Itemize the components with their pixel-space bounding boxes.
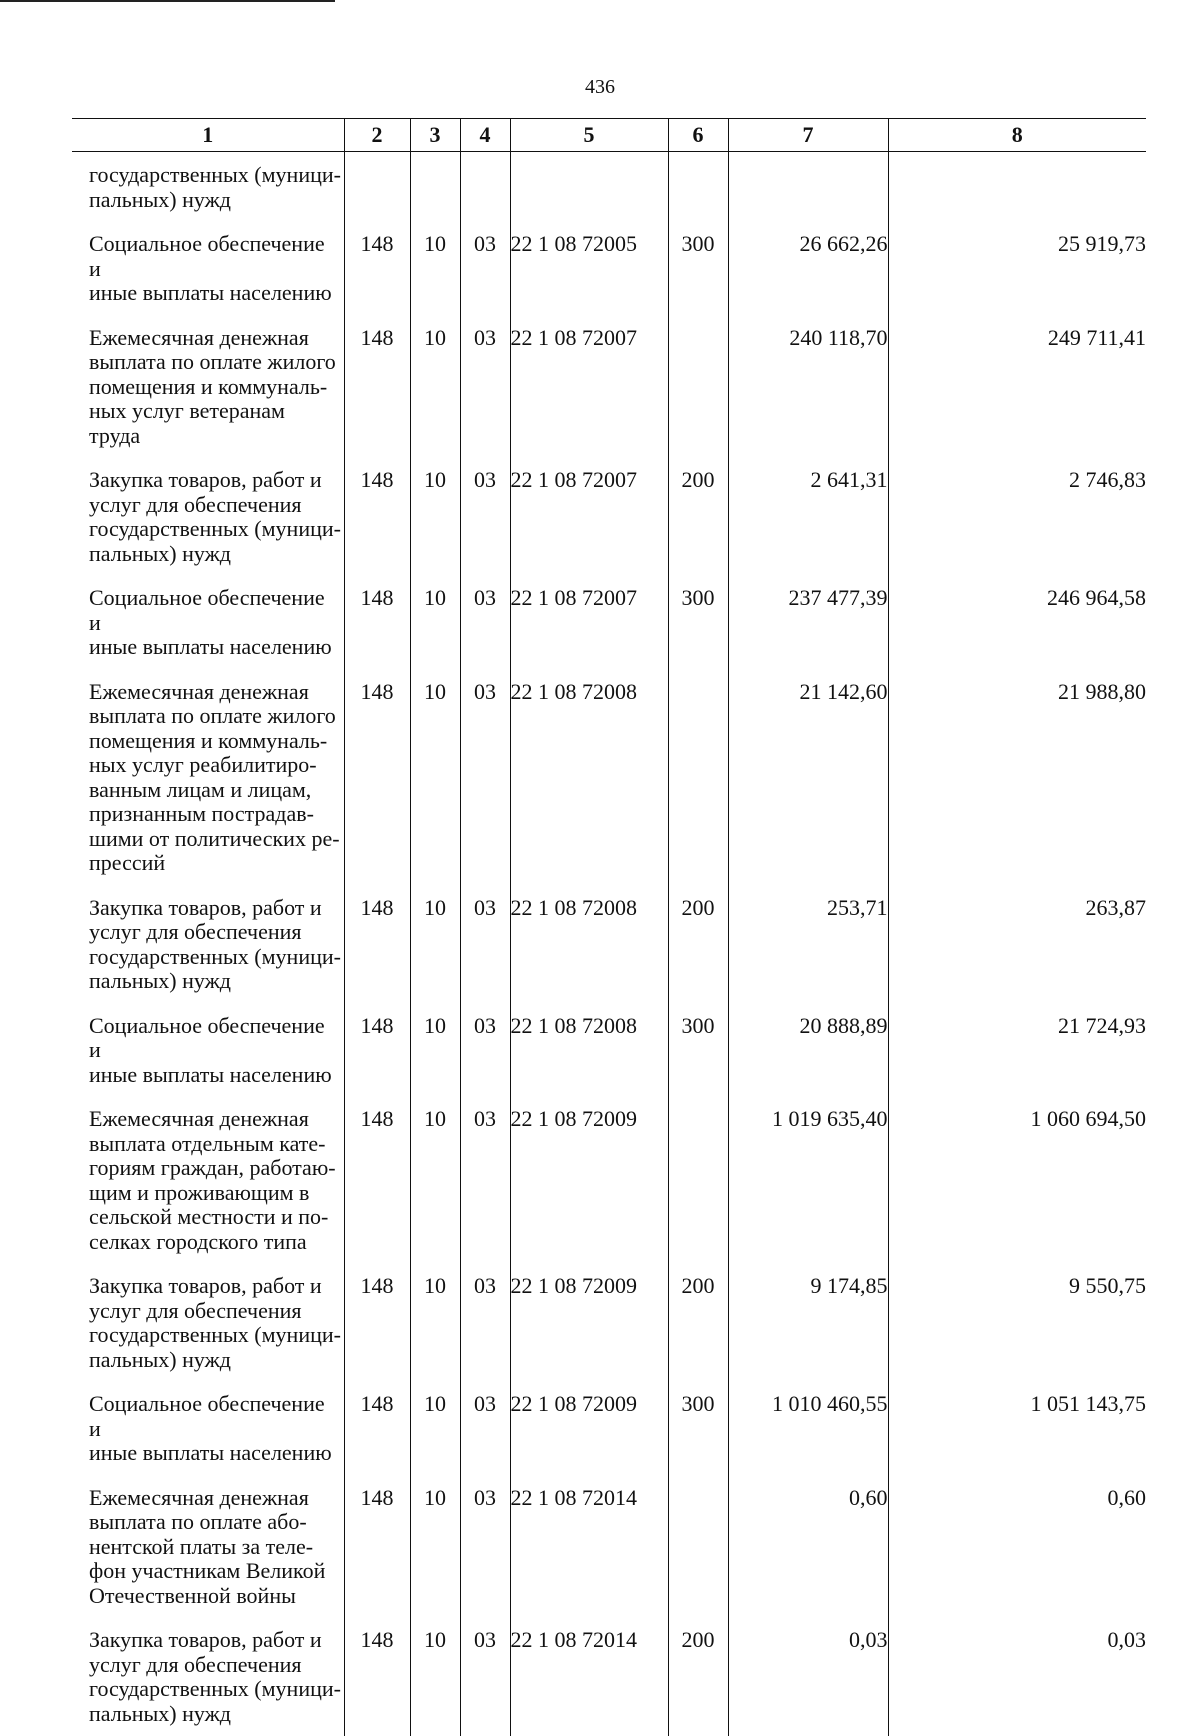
column-header: 3: [410, 119, 460, 152]
subsection-code: 03: [460, 1486, 510, 1629]
expense-type-code: [668, 680, 728, 896]
admin-code: 148: [344, 468, 410, 586]
table-row: [72, 586, 1146, 680]
column-header: 6: [668, 119, 728, 152]
table-row: [72, 1486, 1146, 1629]
subsection-code: 03: [460, 468, 510, 586]
table-row: [72, 896, 1146, 1014]
amount-year-2: 1 060 694,50: [888, 1107, 1146, 1274]
expense-type-code: 300: [668, 232, 728, 326]
section-code: 10: [410, 1014, 460, 1108]
subsection-code: 03: [460, 1628, 510, 1736]
amount-year-2: 21 724,93: [888, 1014, 1146, 1108]
expense-type-code: 200: [668, 896, 728, 1014]
section-code: 10: [410, 1392, 460, 1486]
table-row: [72, 1014, 1146, 1108]
amount-year-1: 9 174,85: [728, 1274, 888, 1392]
section-code: 10: [410, 1107, 460, 1274]
subsection-code: 03: [460, 326, 510, 469]
amount-year-2: [888, 152, 1146, 233]
row-description: Закупка товаров, работ и услуг для обеспечения государственных (муници- пальных) нужд: [72, 1628, 344, 1736]
admin-code: 148: [344, 1274, 410, 1392]
table-row: [72, 232, 1146, 326]
admin-code: 148: [344, 680, 410, 896]
admin-code: 148: [344, 1107, 410, 1274]
target-article-code: 22 1 08 72009: [510, 1392, 668, 1486]
amount-year-1: 21 142,60: [728, 680, 888, 896]
column-header: 4: [460, 119, 510, 152]
target-article-code: 22 1 08 72014: [510, 1486, 668, 1629]
subsection-code: [460, 152, 510, 233]
amount-year-1: [728, 152, 888, 233]
target-article-code: 22 1 08 72008: [510, 680, 668, 896]
expense-type-code: [668, 1107, 728, 1274]
section-code: [410, 152, 460, 233]
subsection-code: 03: [460, 1274, 510, 1392]
table-row: [72, 1274, 1146, 1392]
row-description: Ежемесячная денежная выплата по оплате жилого помещения и коммуналь- ных услуг реабилитиро- ванным лицам и лицам, признанным пострадав- шими от политических ре- прессий: [72, 680, 344, 896]
admin-code: 148: [344, 1392, 410, 1486]
section-code: 10: [410, 586, 460, 680]
amount-year-2: 21 988,80: [888, 680, 1146, 896]
amount-year-1: 20 888,89: [728, 1014, 888, 1108]
subsection-code: 03: [460, 896, 510, 1014]
page-number: 436: [585, 76, 615, 98]
subsection-code: 03: [460, 1014, 510, 1108]
row-description: Закупка товаров, работ и услуг для обеспечения государственных (муници- пальных) нужд: [72, 1274, 344, 1392]
admin-code: 148: [344, 326, 410, 469]
column-header: 8: [888, 119, 1146, 152]
row-description: Социальное обеспечение и иные выплаты населению: [72, 586, 344, 680]
admin-code: 148: [344, 1486, 410, 1629]
admin-code: 148: [344, 232, 410, 326]
row-description: Социальное обеспечение и иные выплаты населению: [72, 232, 344, 326]
table-row: [72, 680, 1146, 896]
table-row: [72, 1392, 1146, 1486]
row-description: Ежемесячная денежная выплата по оплате або- нентской платы за теле- фон участникам Великой Отечественной войны: [72, 1486, 344, 1629]
amount-year-2: 249 711,41: [888, 326, 1146, 469]
section-code: 10: [410, 1628, 460, 1736]
target-article-code: 22 1 08 72009: [510, 1274, 668, 1392]
target-article-code: 22 1 08 72014: [510, 1628, 668, 1736]
amount-year-2: 25 919,73: [888, 232, 1146, 326]
expense-type-code: [668, 326, 728, 469]
expense-type-code: 300: [668, 1392, 728, 1486]
scan-edge-line: [0, 0, 335, 2]
section-code: 10: [410, 232, 460, 326]
column-header: 7: [728, 119, 888, 152]
amount-year-1: 1 010 460,55: [728, 1392, 888, 1486]
subsection-code: 03: [460, 586, 510, 680]
column-header: 2: [344, 119, 410, 152]
admin-code: 148: [344, 586, 410, 680]
section-code: 10: [410, 1486, 460, 1629]
admin-code: 148: [344, 1014, 410, 1108]
section-code: 10: [410, 680, 460, 896]
amount-year-2: 246 964,58: [888, 586, 1146, 680]
row-description: Ежемесячная денежная выплата по оплате жилого помещения и коммуналь- ных услуг ветеранам труда: [72, 326, 344, 469]
subsection-code: 03: [460, 1107, 510, 1274]
column-header: 1: [72, 119, 344, 152]
section-code: 10: [410, 326, 460, 469]
amount-year-1: 2 641,31: [728, 468, 888, 586]
amount-year-1: 0,03: [728, 1628, 888, 1736]
admin-code: [344, 152, 410, 233]
table-row: [72, 1628, 1146, 1736]
header-row: [72, 119, 1146, 152]
row-description: Социальное обеспечение и иные выплаты населению: [72, 1014, 344, 1108]
subsection-code: 03: [460, 1392, 510, 1486]
target-article-code: 22 1 08 72007: [510, 468, 668, 586]
target-article-code: 22 1 08 72007: [510, 326, 668, 469]
row-description: Ежемесячная денежная выплата отдельным кате- гориям граждан, работаю- щим и проживающим в сельской местности и по- селках городского типа: [72, 1107, 344, 1274]
expense-type-code: 300: [668, 586, 728, 680]
target-article-code: 22 1 08 72005: [510, 232, 668, 326]
amount-year-2: 9 550,75: [888, 1274, 1146, 1392]
target-article-code: 22 1 08 72008: [510, 1014, 668, 1108]
row-description: Закупка товаров, работ и услуг для обеспечения государственных (муници- пальных) нужд: [72, 468, 344, 586]
table-row: [72, 468, 1146, 586]
expense-type-code: [668, 1486, 728, 1629]
expense-type-code: 300: [668, 1014, 728, 1108]
amount-year-1: 253,71: [728, 896, 888, 1014]
table-row: [72, 326, 1146, 469]
subsection-code: 03: [460, 232, 510, 326]
section-code: 10: [410, 1274, 460, 1392]
admin-code: 148: [344, 1628, 410, 1736]
target-article-code: 22 1 08 72007: [510, 586, 668, 680]
amount-year-1: 237 477,39: [728, 586, 888, 680]
row-description: Социальное обеспечение и иные выплаты населению: [72, 1392, 344, 1486]
target-article-code: 22 1 08 72009: [510, 1107, 668, 1274]
admin-code: 148: [344, 896, 410, 1014]
target-article-code: 22 1 08 72008: [510, 896, 668, 1014]
amount-year-1: 240 118,70: [728, 326, 888, 469]
budget-table: [72, 118, 1146, 1736]
expense-type-code: 200: [668, 468, 728, 586]
row-description: Закупка товаров, работ и услуг для обеспечения государственных (муници- пальных) нужд: [72, 896, 344, 1014]
table-row: [72, 152, 1146, 233]
amount-year-1: 1 019 635,40: [728, 1107, 888, 1274]
amount-year-1: 26 662,26: [728, 232, 888, 326]
expense-type-code: [668, 152, 728, 233]
section-code: 10: [410, 468, 460, 586]
expense-type-code: 200: [668, 1628, 728, 1736]
section-code: 10: [410, 896, 460, 1014]
subsection-code: 03: [460, 680, 510, 896]
target-article-code: [510, 152, 668, 233]
amount-year-2: 0,60: [888, 1486, 1146, 1629]
table-row: [72, 1107, 1146, 1274]
amount-year-2: 1 051 143,75: [888, 1392, 1146, 1486]
amount-year-2: 263,87: [888, 896, 1146, 1014]
column-header: 5: [510, 119, 668, 152]
amount-year-2: 2 746,83: [888, 468, 1146, 586]
amount-year-2: 0,03: [888, 1628, 1146, 1736]
expense-type-code: 200: [668, 1274, 728, 1392]
row-description: государственных (муници- пальных) нужд: [72, 152, 344, 233]
amount-year-1: 0,60: [728, 1486, 888, 1629]
